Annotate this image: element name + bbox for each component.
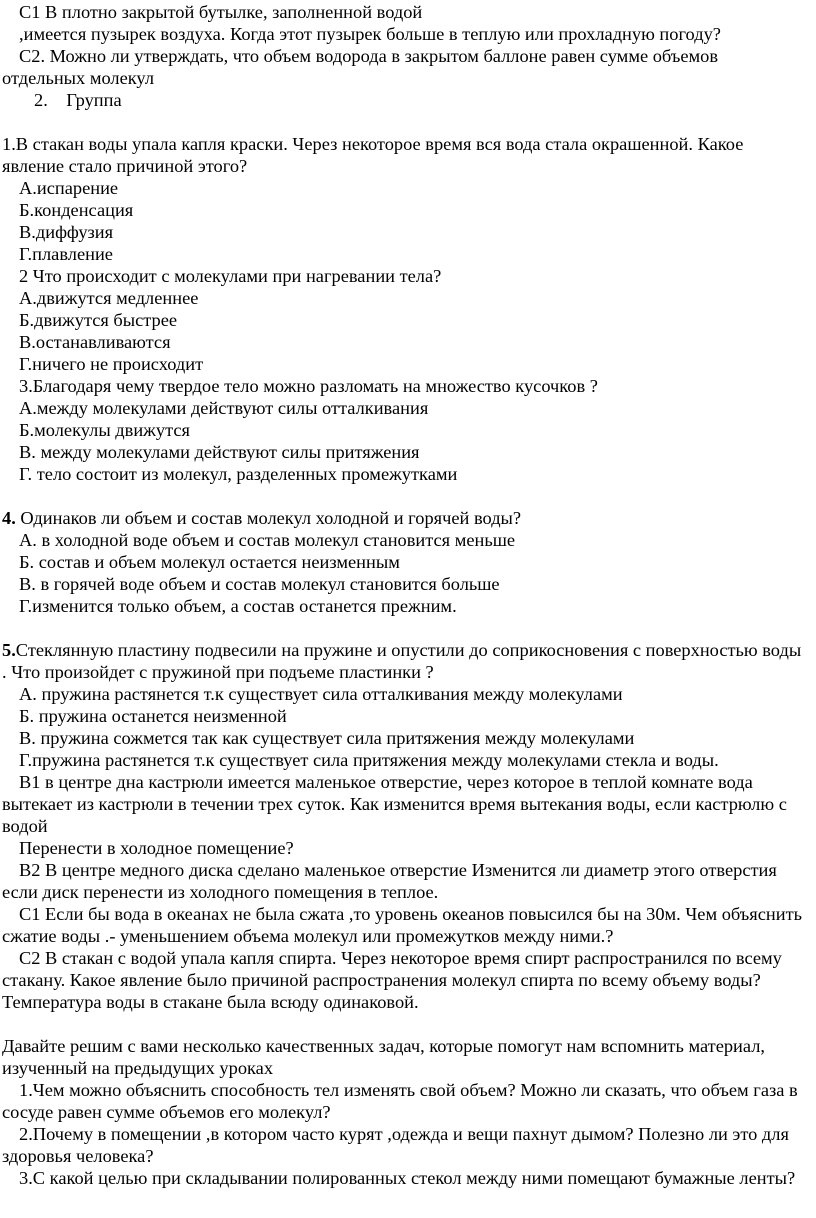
group-label: Группа: [66, 90, 122, 110]
q1-option-d: Г.плавление: [19, 244, 113, 264]
q5-text: Стеклянную пластину подвесили на пружине и опустили до соприкосновения с поверхностью воды . Что произойдет с пружиной при подъеме пластинки ?: [2, 640, 802, 682]
q5-option-b: Б. пружина останется неизменной: [19, 706, 287, 726]
q5-option-a: А. пружина растянется т.к существует сила отталкивания между молекулами: [19, 684, 623, 704]
question-3: 3.Благодаря чему твердое тело можно разломать на множество кусочков ?: [19, 376, 598, 396]
q4-option-d: Г.изменится только объем, а состав останется прежним.: [19, 596, 457, 616]
b1-question: В1 в центре дна кастрюли имеется маленькое отверстие, через которое в теплой комнате вода вытекает из кастрюли в течении трех суток. Как изменится время вытекания воды, если кастрюлю с водой: [2, 772, 787, 836]
b2-question: В2 В центре медного диска сделано маленькое отверстие Изменится ли диаметр этого отверстия если диск перенести из холодного помещения в теплое.: [2, 860, 777, 902]
q2-option-c: В.останавливаются: [19, 332, 171, 352]
q1-option-b: Б.конденсация: [19, 200, 134, 220]
c2b-question: С2 В стакан с водой упала капля спирта. Через некоторое время спирт распространился по всему стакану. Какое явление было причиной распространения молекул спирта по всему объему воды? Температура воды в стакане была всюду одинаковой.: [2, 948, 782, 1012]
question-2: 2 Что происходит с молекулами при нагревании тела?: [19, 266, 442, 286]
q3-option-b: Б.молекулы движутся: [19, 420, 190, 440]
group-heading: [2, 89, 804, 111]
task-1: 1.Чем можно объяснить способность тел изменять свой объем? Можно ли сказать, что объем газа в сосуде равен сумме объемов его молекул?: [2, 1080, 798, 1122]
q1-option-a: А.испарение: [19, 178, 119, 198]
task-3: 3.С какой целью при складывании полированных стекол между ними помещают бумажные ленты?: [19, 1168, 796, 1188]
q3-option-c: В. между молекулами действуют силы притяжения: [19, 442, 420, 462]
q5-option-c: В. пружина сожмется так как существует сила притяжения между молекулами: [19, 728, 635, 748]
question-4: [2, 507, 804, 529]
q5-option-d: Г.пружина растянется т.к существует сила притяжения между молекулами стекла и воды.: [19, 750, 719, 770]
question-1: 1.В стакан воды упала капля краски. Через некоторое время вся вода стала окрашенной. Какое явление стало причиной этого?: [2, 134, 744, 176]
q5-number: 5.: [2, 640, 16, 660]
intro-paragraph: Давайте решим с вами несколько качественных задач, которые помогут нам вспомнить материал, изученный на предыдущих уроках: [2, 1036, 765, 1078]
q4-number: 4.: [2, 508, 16, 528]
group-number: 2.: [34, 90, 48, 110]
c1-question-line1: С1 В плотно закрытой бутылке, заполненной водой: [19, 2, 423, 22]
q4-option-c: В. в горячей воде объем и состав молекул становится больше: [19, 574, 500, 594]
q2-option-b: Б.движутся быстрее: [19, 310, 178, 330]
question-5: [2, 639, 804, 683]
q1-option-c: В.диффузия: [19, 222, 114, 242]
c1b-question: С1 Если бы вода в океанах не была сжата ,то уровень океанов повысился бы на 30м. Чем объяснить сжатие воды .- уменьшением объема молекул или промежутков между ними.?: [2, 904, 803, 946]
q2-option-d: Г.ничего не происходит: [19, 354, 204, 374]
q2-option-a: А.движутся медленнее: [19, 288, 199, 308]
q4-option-a: А. в холодной воде объем и состав молекул становится меньше: [19, 530, 516, 550]
b1-question-tail: Перенести в холодное помещение?: [19, 838, 294, 858]
c1-question-line2: ,имеется пузырек воздуха. Когда этот пузырек больше в теплую или прохладную погоду?: [19, 24, 721, 44]
q3-option-a: А.между молекулами действуют силы отталкивания: [19, 398, 429, 418]
q3-option-d: Г. тело состоит из молекул, разделенных промежутками: [19, 464, 458, 484]
task-2: 2.Почему в помещении ,в котором часто курят ,одежда и вещи пахнут дымом? Полезно ли это для здоровья человека?: [2, 1124, 789, 1166]
q4-text: Одинаков ли объем и состав молекул холодной и горячей воды?: [15, 508, 522, 528]
c2-question: С2. Можно ли утверждать, что объем водорода в закрытом баллоне равен сумме объемов отдельных молекул: [2, 46, 719, 88]
q4-option-b: Б. состав и объем молекул остается неизменным: [19, 552, 400, 572]
